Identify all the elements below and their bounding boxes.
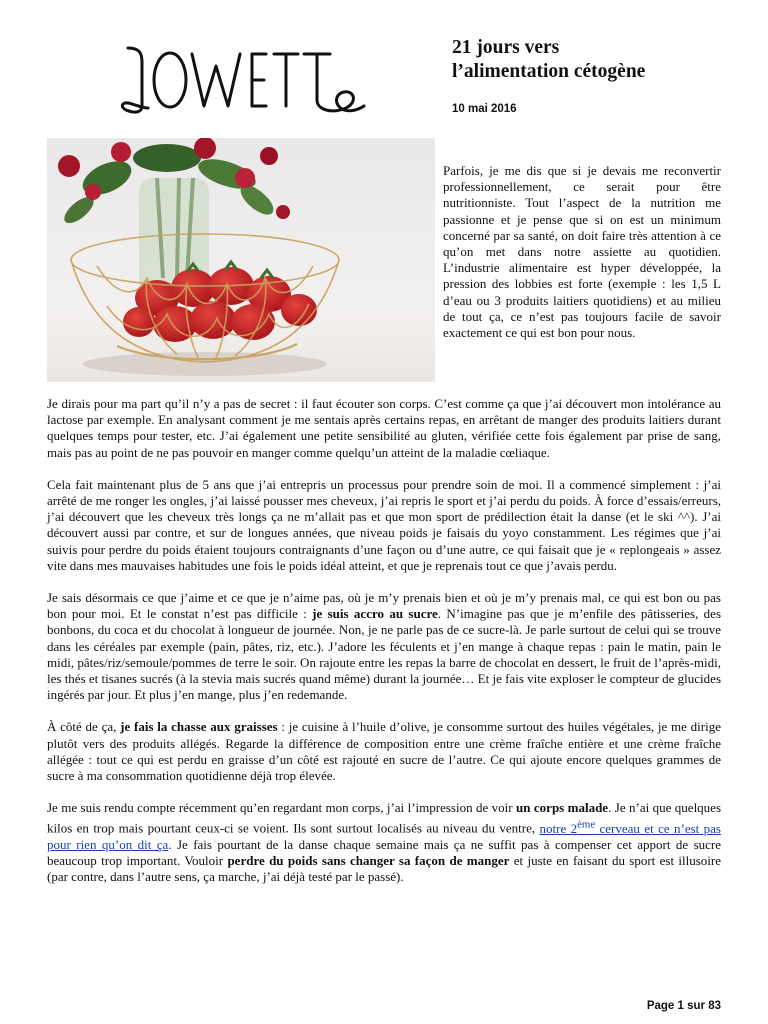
paragraph-2: Cela fait maintenant plus de 5 ans que j’ai entrepris un processus pour prendre soin de moi. Il a commencé simplement : j’ai arrêté de me ronger les ongles, j’ai laissé pousser mes cheveux, j’ai repris le sport et j’ai perdu du poids. À force d’essais/erreurs, j’ai découvert que les cheveux très longs ça ne m’allait pas et que mon sport de prédilection était la danse (et le ski ^^). J’ai découvert aussi par contre, et sur de longues années, que niveau poids je faisais du yoyo constamment. Les régimes que j’ai suivis pour perdre du poids étaient toujours contraignants d’une façon ou d’une autre, ce qui faisait que je « replongeais » assez vite dans mes mauvaises habitudes une fois le poids idéal atteint, et que je reprenais tout ce que j’avais perdu. xyxy=(47,476,721,573)
article-title xyxy=(452,36,742,84)
paragraph-4-bold: je fais la chasse aux graisses xyxy=(120,719,278,735)
article-body xyxy=(47,396,721,902)
paragraph-3-text-a: Je sais désormais ce que j’aime et ce que je n’aime pas, où je m’y prenais bien et où je m’y prenais mal, ce qui est bon ou pas bon pour moi. Et le constat n’est pas difficile : xyxy=(47,590,721,622)
paragraph-5 xyxy=(47,800,721,885)
lowett-logo xyxy=(118,40,368,120)
paragraph-5-text-d: . Je fais pourtant de la danse chaque semaine mais ça ne suffit pas à compenser cet apport de sucre beaucoup trop important. Vouloir xyxy=(47,837,721,869)
paragraph-4 xyxy=(47,719,721,784)
paragraph-5-bold-2: perdre du poids sans changer sa façon de manger xyxy=(227,853,510,869)
paragraph-3 xyxy=(47,590,721,703)
paragraph-1: Je dirais pour ma part qu’il n’y a pas de secret : il faut écouter son corps. C’est comme ça que j’ai découvert mon intolérance au lactose par exemple. En analysant comment je me sentais après certains repas, en arrêtant de manger des produits laitiers durant quelques temps pour tester, etc. J’ai également une petite sensibilité au gluten, vérifiée cette fois également par prise de sang, mais pas au point de ne pas pouvoir en manger comme quelqu’un atteint de la maladie cœliaque. xyxy=(47,396,721,460)
paragraph-4-text-a: À côté de ça, xyxy=(47,719,121,735)
link-superscript[interactable]: ème xyxy=(577,818,596,831)
title-line-1: 21 jours vers xyxy=(452,37,560,58)
strawberry-basket-photo xyxy=(47,138,435,382)
paragraph-5-text-a: Je me suis rendu compte récemment qu’en regardant mon corps, j’ai l’impression de voir xyxy=(47,800,517,816)
paragraph-5-text-c: . Je n’ai que quelques kilos en trop mais pourtant ceux-ci se voient. Ils sont surtout localisés au niveau du ventre, xyxy=(47,800,722,836)
paragraph-5-text-f: et juste en faisant du sport est illusoire (par contre, dans l’autre sens, ça marche, j’ai déjà testé par le passé). xyxy=(47,853,722,885)
link-text-pre[interactable]: notre 2 xyxy=(539,820,578,836)
article-date: 10 mai 2016 xyxy=(452,103,517,115)
link-text-post[interactable]: cerveau et ce n’est pas pour rien qu’on dit ça xyxy=(47,820,721,852)
paragraph-4-text-c: : je cuisine à l’huile d’olive, je consomme surtout des huiles végétales, je me dirige plutôt vers des produits allégés. Regarde la différence de composition entre une crème fraîche entière et une crème fraîche allégée : tout ce qui est perdu en graisse d’un côté est rajouté en sucre de l’autre. Ce qui ajoute encore quelques grammes de sucre à ma consommation quotidienne déjà trop élevée. xyxy=(47,719,721,784)
paragraph-5-bold-1: un corps malade xyxy=(516,800,609,816)
paragraph-3-bold: je suis accro au sucre xyxy=(312,606,438,622)
paragraph-3-text-c: . N’imagine pas que je m’enfile des pâtisseries, des bonbons, du coca et du chocolat à longueur de journée. Non, je ne parle pas de ce sucre-là. Je parle surtout de celui qui se trouve dans les céréales par exemple (pain, pâtes, riz, etc.). J’adore les féculents et j’en mange à chaque repas : pain le matin, pain le midi, pâtes/riz/semoule/pommes de terre le soir. On rajoute entre les repas la barre de chocolat en dessert, le fruit de l’après-midi, les thés et tisanes sucrés (à la stevia mais sucrés quand même) durant la journée… Et je fais vite exploser le compteur de glucides ingérés par jour. Et plus j’en mange, plus j’en redemande. xyxy=(47,606,721,703)
intro-paragraph: Parfois, je me dis que si je devais me reconvertir professionnellement, ce serait pour être nutritionniste. Tout l’aspect de la nutrition me passionne et je pense que si on est un minimum concerné par sa santé, on doit faire très attention à ce qu’on met dans notre assiette au quotidien. L’industrie alimentaire est hyper développée, la pression des lobbies est forte (exemple : les 1,5 L d’eau ou 3 produits laitiers quotidiens) et au milieu de tout ça, ce n’est pas toujours facile de savoir exactement ce qui est bon pour nous. xyxy=(443,163,721,341)
title-line-2: l’alimentation cétogène xyxy=(452,61,646,82)
page-indicator: Page 1 sur 83 xyxy=(646,1000,721,1012)
